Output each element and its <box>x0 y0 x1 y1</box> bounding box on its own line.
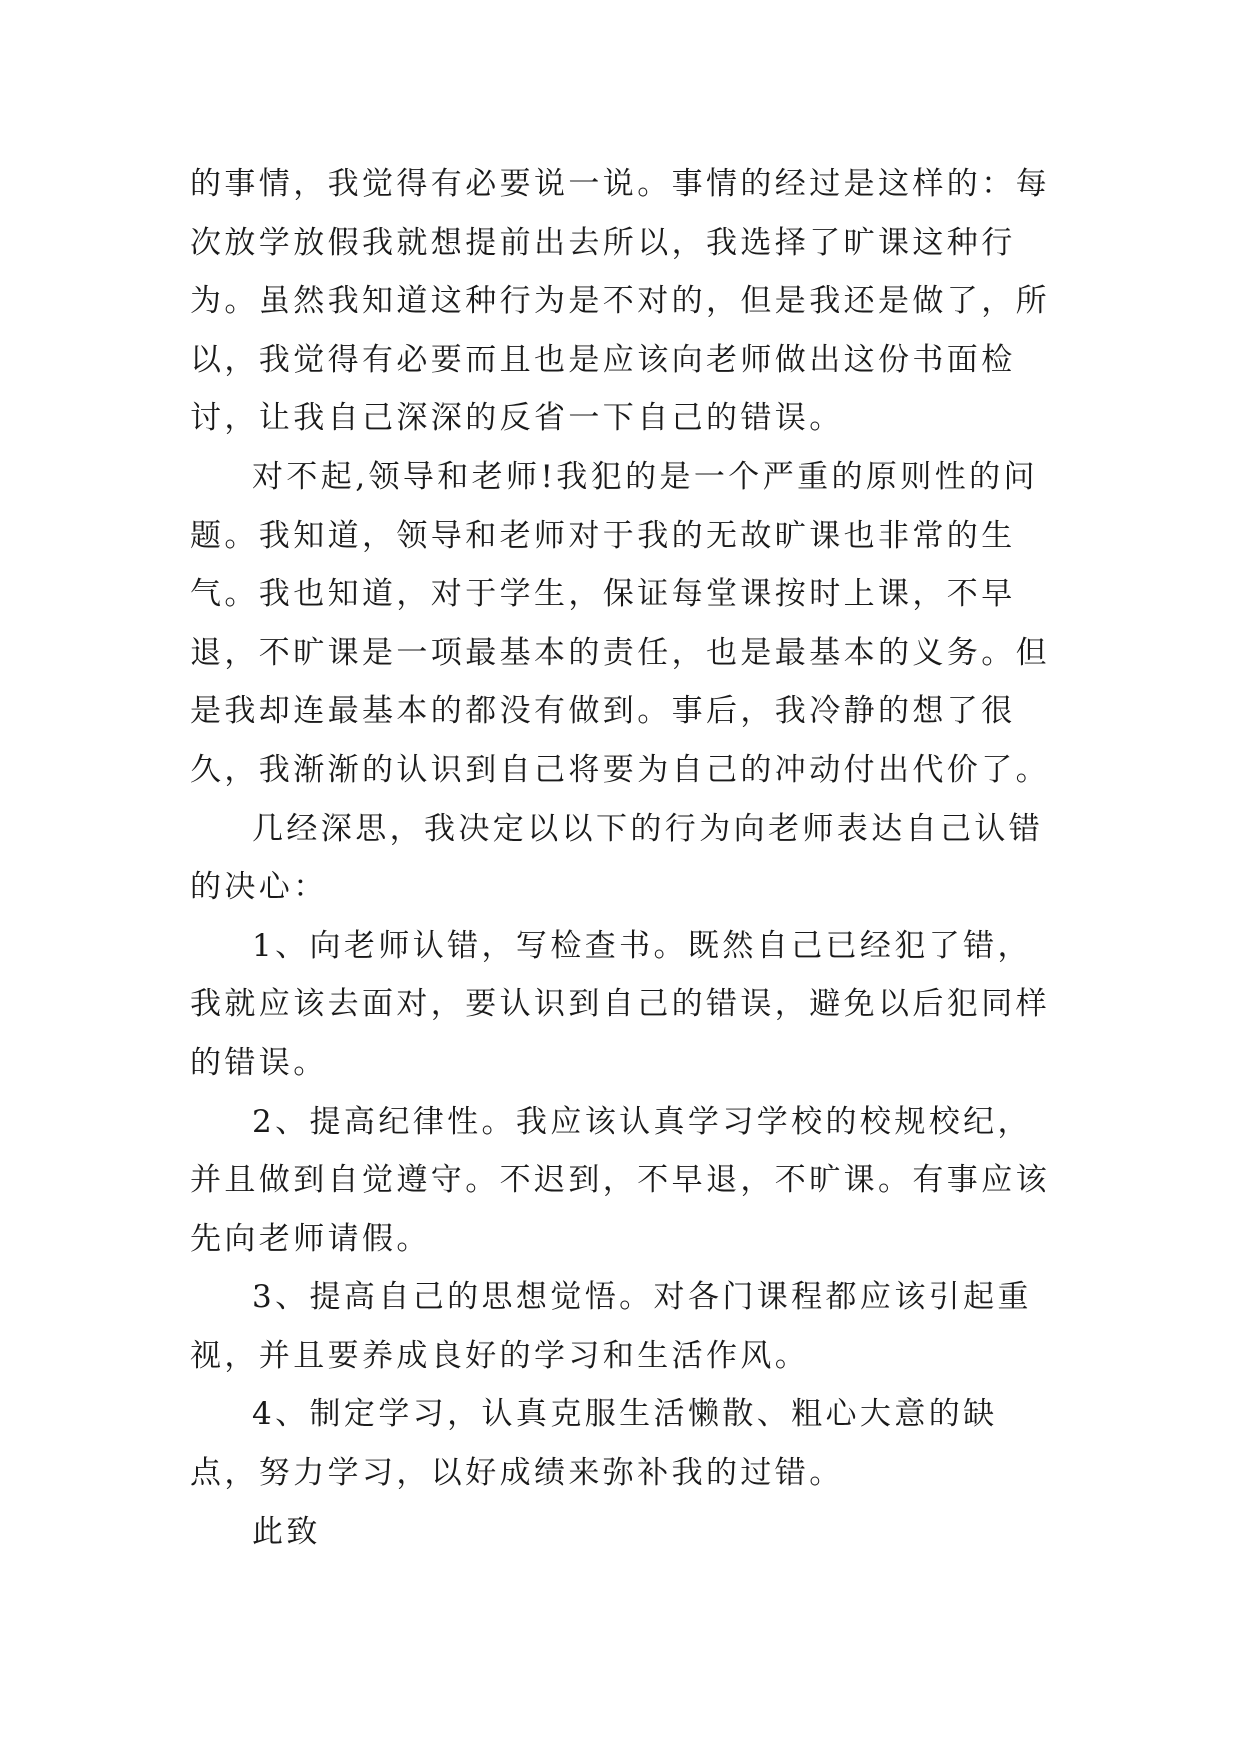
document-body <box>190 155 1060 1561</box>
list-item-1: 1、向老师认错，写检查书。既然自己已经犯了错，我就应该去面对，要认识到自己的错误，避免以后犯同样的错误。 <box>190 927 1050 1081</box>
list-item-2: 2、提高纪律性。我应该认真学习学校的校规校纪，并且做到自觉遵守。不迟到，不早退，不旷课。有事应该先向老师请假。 <box>190 1103 1050 1257</box>
closing-salutation: 此致 <box>252 1513 321 1550</box>
paragraph-intro: 的事情，我觉得有必要说一说。事情的经过是这样的：每次放学放假我就想提前出去所以，我选择了旷课这种行为。虽然我知道这种行为是不对的，但是我还是做了，所以，我觉得有必要而且也是应该向老师做出这份书面检讨，让我自己深深的反省一下自己的错误。 <box>190 166 1050 437</box>
list-item-3: 3、提高自己的思想觉悟。对各门课程都应该引起重视，并且要养成良好的学习和生活作风。 <box>190 1279 1032 1374</box>
list-item-4: 4、制定学习，认真克服生活懒散、粗心大意的缺点，努力学习，以好成绩来弥补我的过错。 <box>190 1396 998 1492</box>
paragraph-apology: 对不起,领导和老师!我犯的是一个严重的原则性的问题。我知道，领导和老师对于我的无故旷课也非常的生气。我也知道，对于学生，保证每堂课按时上课，不早退，不旷课是一项最基本的责任，也是最基本的义务。但是我却连最基本的都没有做到。事后，我冷静的想了很久，我渐渐的认识到自己将要为自己的冲动付出代价了。 <box>190 458 1050 788</box>
paragraph-resolution: 几经深思，我决定以以下的行为向老师表达自己认错的决心： <box>190 810 1044 906</box>
